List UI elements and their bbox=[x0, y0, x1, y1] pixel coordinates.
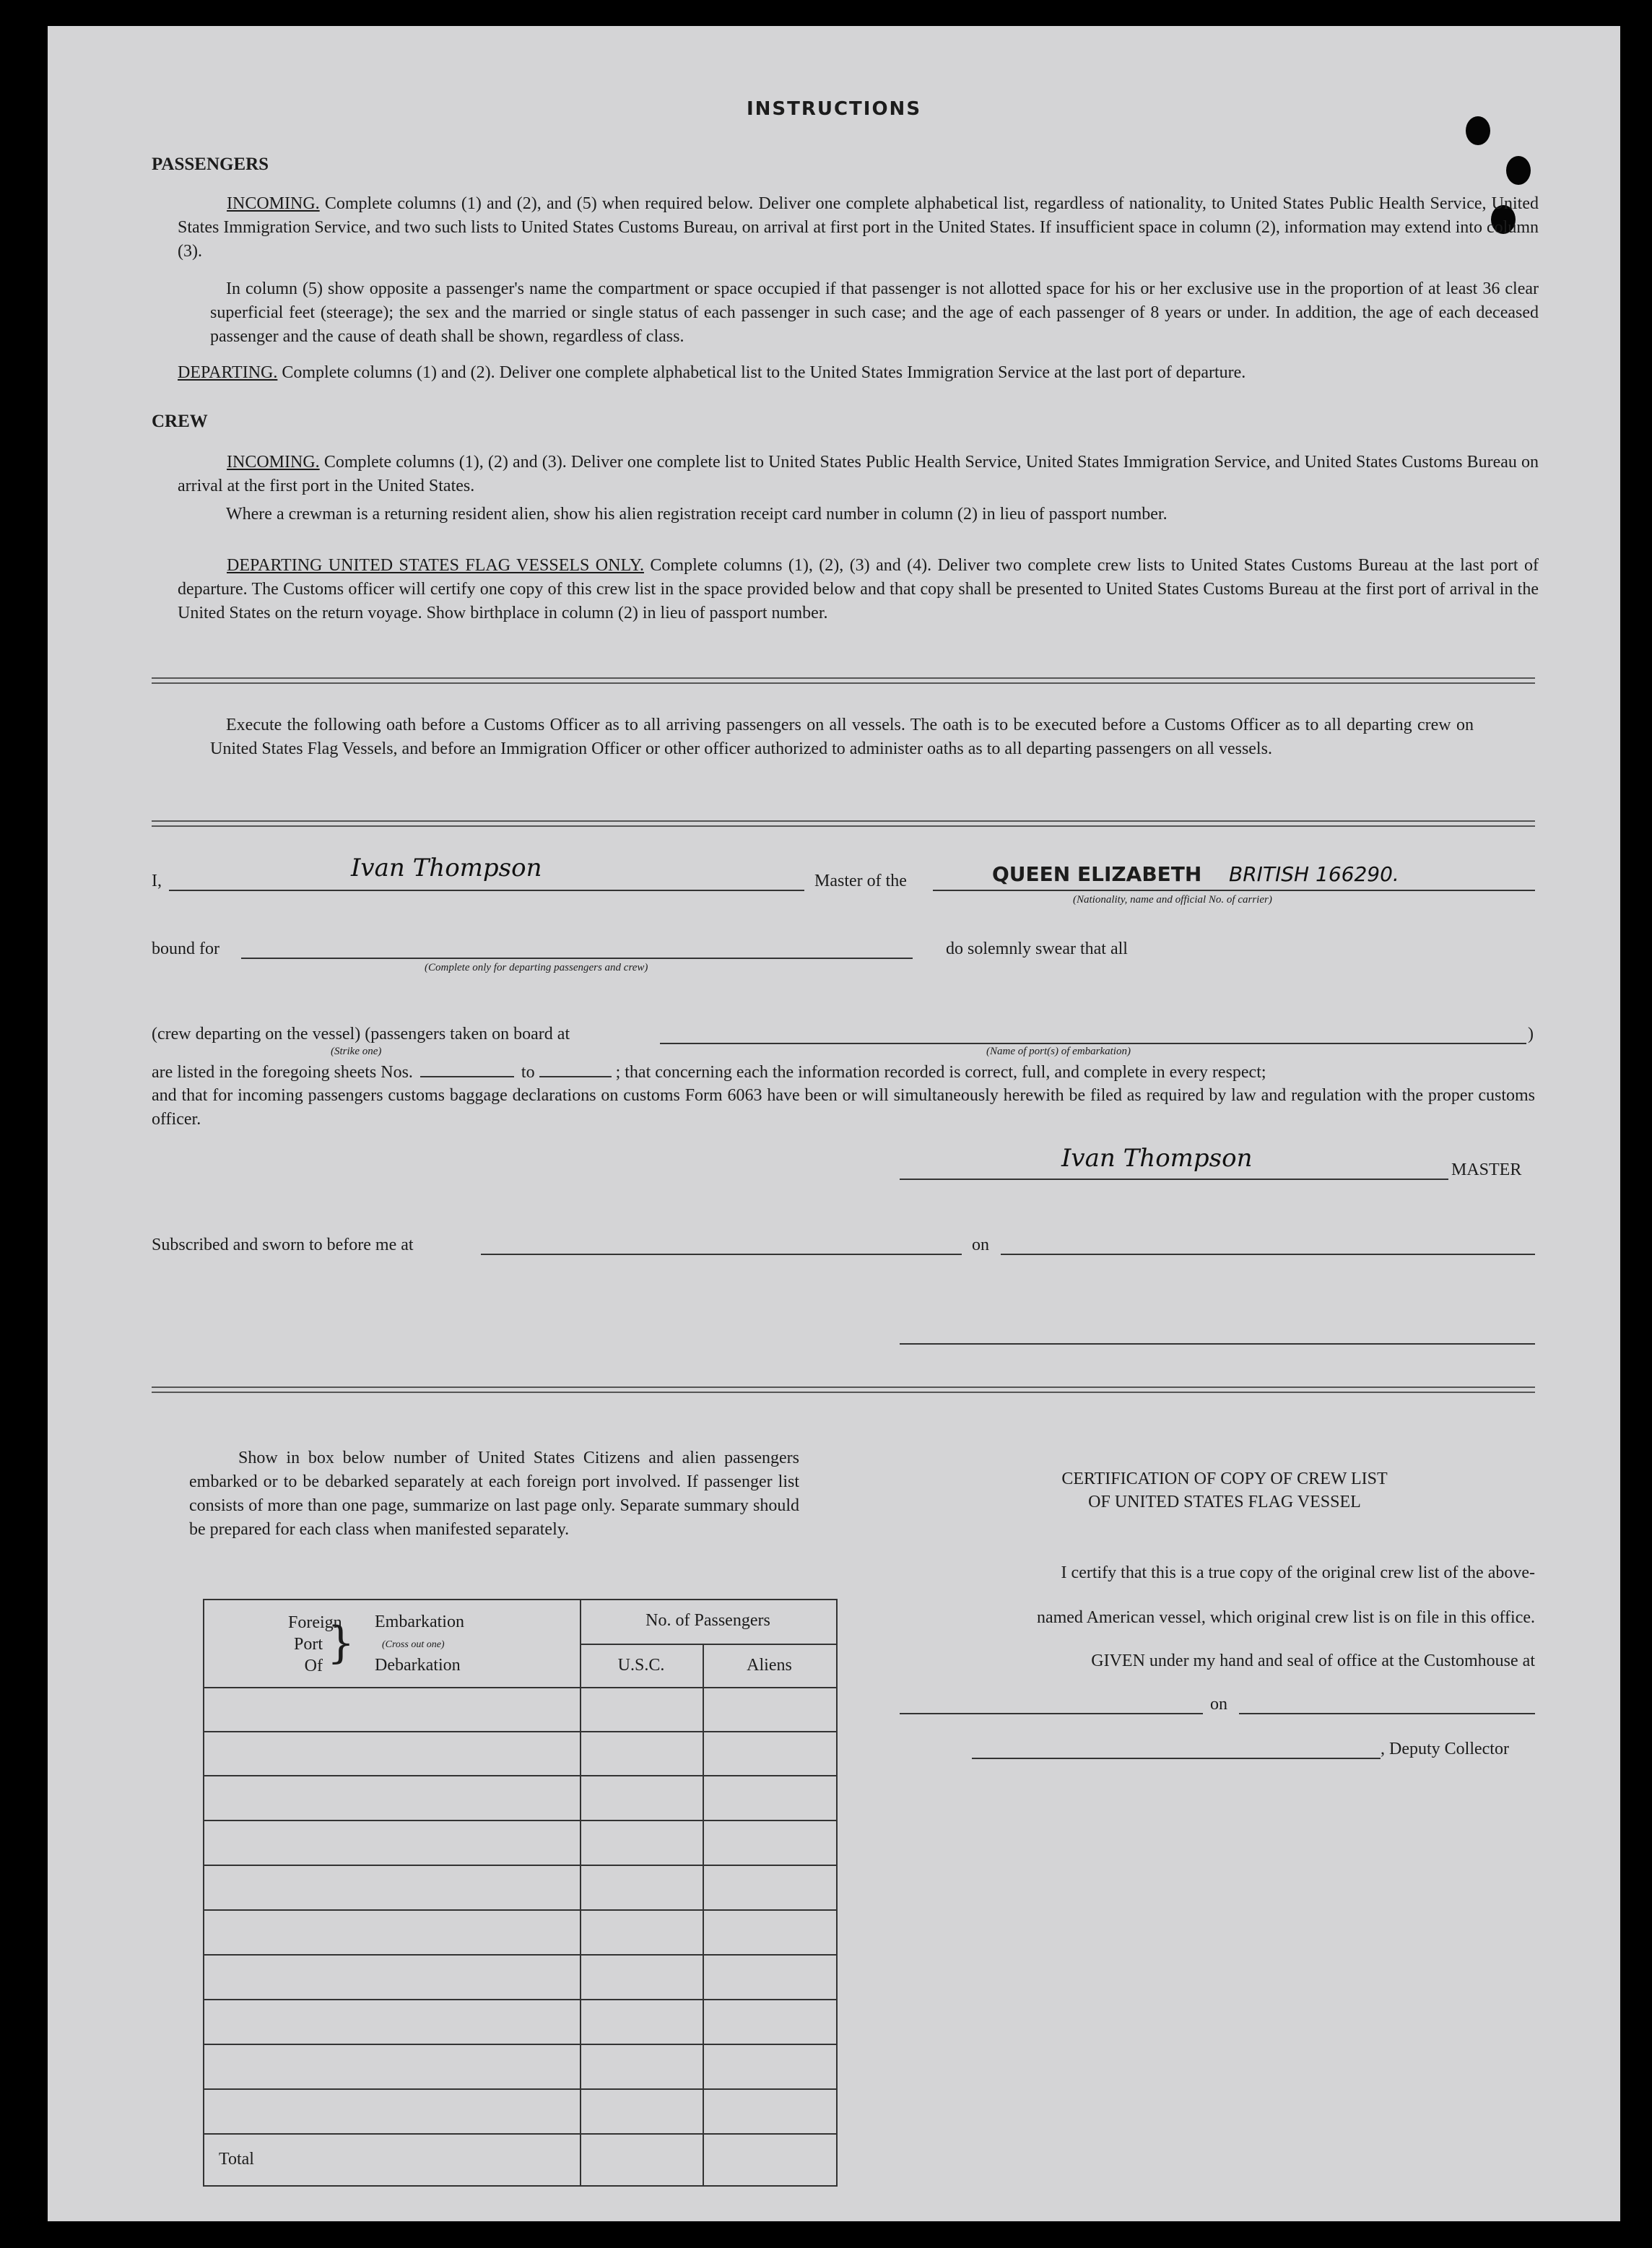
section-divider bbox=[152, 820, 1535, 827]
certify-line1: I certify that this is a true copy of the original crew list of the above- bbox=[1061, 1563, 1535, 1582]
vessel-line bbox=[933, 890, 1535, 891]
bound-for-line bbox=[241, 958, 913, 959]
table-row-line bbox=[204, 1999, 836, 2000]
cross-out-caption: (Cross out one) bbox=[382, 1639, 445, 1650]
bound-caption: (Complete only for departing passengers and crew) bbox=[425, 962, 648, 973]
deputy-collector-line bbox=[972, 1758, 1381, 1759]
deputy-collector-label: , Deputy Collector bbox=[1381, 1740, 1509, 1758]
summary-instruction: Show in box below number of United States Citizens and alien passengers embarked or to be debarked separately at each foreign port involved. If passenger list consists of more than one page, summarize on last page only. Separate summary should be prepared for each class when manifested separately. bbox=[189, 1449, 799, 1539]
master-signature: Ivan Thompson bbox=[351, 854, 542, 882]
foreign-label: Foreign bbox=[288, 1613, 342, 1632]
debarkation-label: Debarkation bbox=[375, 1656, 461, 1675]
master-name-line bbox=[169, 890, 804, 891]
vessel-name: QUEEN ELIZABETH bbox=[992, 862, 1202, 886]
table-row-line bbox=[204, 1687, 836, 1688]
departing-text: Complete columns (1) and (2). Deliver one complete alphabetical list to the United States Immigration Service at the last port of departure. bbox=[282, 363, 1246, 382]
passengers-count-header: No. of Passengers bbox=[645, 1611, 770, 1630]
master-signature-line bbox=[900, 1179, 1448, 1180]
certify-line2: named American vessel, which original crew list is on file in this office. bbox=[1036, 1608, 1535, 1627]
given-text: GIVEN under my hand and seal of office at the Customhouse at bbox=[1091, 1652, 1535, 1670]
section-divider bbox=[152, 677, 1535, 684]
table-row-line bbox=[204, 1820, 836, 1821]
crew-heading: CREW bbox=[152, 412, 208, 431]
punch-hole bbox=[1506, 156, 1531, 185]
sheets-text bbox=[152, 1060, 1266, 1085]
port-label: Port bbox=[293, 1635, 323, 1654]
sheets-prefix: are listed in the foregoing sheets Nos. bbox=[152, 1063, 413, 1082]
vessel-nationality-number: BRITISH 166290. bbox=[1229, 862, 1399, 886]
certification-on-label: on bbox=[1210, 1695, 1227, 1714]
close-paren: ) bbox=[1528, 1025, 1534, 1043]
aliens-header: Aliens bbox=[747, 1656, 792, 1675]
strike-caption: (Strike one) bbox=[331, 1046, 382, 1057]
subscribed-label: Subscribed and sworn to before me at bbox=[152, 1236, 414, 1254]
sheets-to: to bbox=[521, 1063, 535, 1082]
embarkation-label: Embarkation bbox=[375, 1613, 464, 1631]
master-label: MASTER bbox=[1451, 1160, 1522, 1179]
oath-instruction: Execute the following oath before a Customs Officer as to all arriving passengers on all vessels. The oath is to be executed before a Customs Officer as to all departing crew on United States Flag Vessels, and before an Immigration Officer or other officer authorized to administer oaths as to all departing passengers on all vessels. bbox=[210, 716, 1474, 758]
customhouse-line bbox=[900, 1713, 1203, 1714]
swear-text: do solemnly swear that all bbox=[946, 939, 1128, 958]
of-label: Of bbox=[304, 1657, 323, 1675]
form-page bbox=[48, 26, 1620, 2221]
table-row-line bbox=[204, 1731, 836, 1732]
usc-header: U.S.C. bbox=[617, 1656, 665, 1675]
port-caption: (Name of port(s) of embarkation) bbox=[986, 1046, 1131, 1057]
passengers-departing-paragraph bbox=[178, 361, 1539, 385]
crew-departing-paragraph bbox=[178, 554, 1539, 625]
certification-date-line bbox=[1239, 1713, 1535, 1714]
crew-incoming-label: INCOMING. bbox=[227, 453, 320, 472]
crew-departing-label: DEPARTING UNITED STATES FLAG VESSELS ONLY. bbox=[227, 556, 644, 575]
crew-departing-text: Complete columns (1), (2), (3) and (4). Deliver two complete crew lists to United States Customs Bureau at the last port of departure. The Customs officer will certify one copy of this crew list in the space provided below and that copy shall be presented to United States Customs Bureau at the first port of arrival in the United States on the return voyage. Show birthplace in column (2) in lieu of passport number. bbox=[178, 556, 1539, 622]
brace-glyph: } bbox=[327, 1618, 355, 1668]
incoming-text: Complete columns (1) and (2), and (5) when required below. Deliver one complete alphabetical list, regardless of nationality, to United States Public Health Service, United States Immigration Service, and two such lists to United States Customs Bureau, on arrival at first port in the United States. If insufficient space in column (2), information may extend into column (3). bbox=[178, 194, 1539, 261]
page-title: INSTRUCTIONS bbox=[746, 98, 922, 120]
certification-title-line1: CERTIFICATION OF COPY OF CREW LIST bbox=[1061, 1470, 1388, 1488]
oath-i-label: I, bbox=[152, 872, 162, 890]
officer-signature-line bbox=[900, 1343, 1535, 1345]
table-row-line bbox=[204, 1909, 836, 1911]
sheet-to-line bbox=[539, 1060, 612, 1077]
punch-hole bbox=[1466, 116, 1490, 145]
baggage-text: and that for incoming passengers customs baggage declarations on customs Form 6063 have been or will simultaneously herewith be filed as required by law and regulation with the proper customs officer. bbox=[152, 1086, 1535, 1129]
certification-title bbox=[892, 1467, 1557, 1514]
bound-for-label: bound for bbox=[152, 939, 219, 958]
section-divider bbox=[152, 1386, 1535, 1393]
certification-title-line2: OF UNITED STATES FLAG VESSEL bbox=[1088, 1493, 1361, 1511]
table-row-line bbox=[204, 1954, 836, 1956]
sheet-from-line bbox=[420, 1060, 514, 1077]
passengers-heading: PASSENGERS bbox=[152, 155, 269, 174]
master-of-label: Master of the bbox=[814, 872, 907, 890]
nationality-caption: (Nationality, name and official No. of carrier) bbox=[1073, 894, 1272, 906]
table-row-line bbox=[204, 1865, 836, 1866]
table-header-divider bbox=[580, 1644, 836, 1645]
crew-incoming-text: Complete columns (1), (2) and (3). Deliver one complete list to United States Public Health Service, United States Immigration Service, and United States Customs Bureau on arrival at the first port in the United States. bbox=[178, 453, 1539, 495]
incoming-label: INCOMING. bbox=[227, 194, 320, 213]
total-label: Total bbox=[219, 2150, 254, 2169]
passenger-summary-table bbox=[203, 1599, 838, 2187]
table-column-divider bbox=[703, 1644, 704, 2185]
table-row-line bbox=[204, 1775, 836, 1776]
sheets-suffix: ; that concerning each the information recorded is correct, full, and complete in every respect; bbox=[615, 1063, 1266, 1082]
departing-label: DEPARTING. bbox=[178, 363, 278, 382]
table-row-line bbox=[204, 2133, 836, 2135]
crew-incoming-paragraph bbox=[178, 451, 1539, 498]
subscribed-on-label: on bbox=[972, 1236, 989, 1254]
master-signature-bottom: Ivan Thompson bbox=[1061, 1144, 1253, 1173]
resident-alien-paragraph: Where a crewman is a returning resident alien, show his alien registration receipt card number in column (2) in lieu of passport number. bbox=[226, 505, 1168, 524]
embarkation-port-line bbox=[660, 1043, 1526, 1044]
column5-paragraph: In column (5) show opposite a passenger's name the compartment or space occupied if that passenger is not allotted space for his or her exclusive use in the proportion of at least 36 clear superficial feet (steerage); the sex and the married or single status of each passenger in such case; and the age of each passenger of 8 years or under. In addition, the age of each deceased passenger and the cause of death shall be shown, regardless of class. bbox=[210, 279, 1539, 346]
passengers-incoming-paragraph bbox=[178, 192, 1539, 264]
subscribed-date-line bbox=[1001, 1254, 1535, 1255]
table-row-line bbox=[204, 2044, 836, 2045]
table-row-line bbox=[204, 2088, 836, 2090]
foreign-port-of bbox=[288, 1612, 342, 1677]
crew-departing-text: (crew departing on the vessel) (passengers taken on board at bbox=[152, 1025, 570, 1043]
subscribed-place-line bbox=[481, 1254, 962, 1255]
